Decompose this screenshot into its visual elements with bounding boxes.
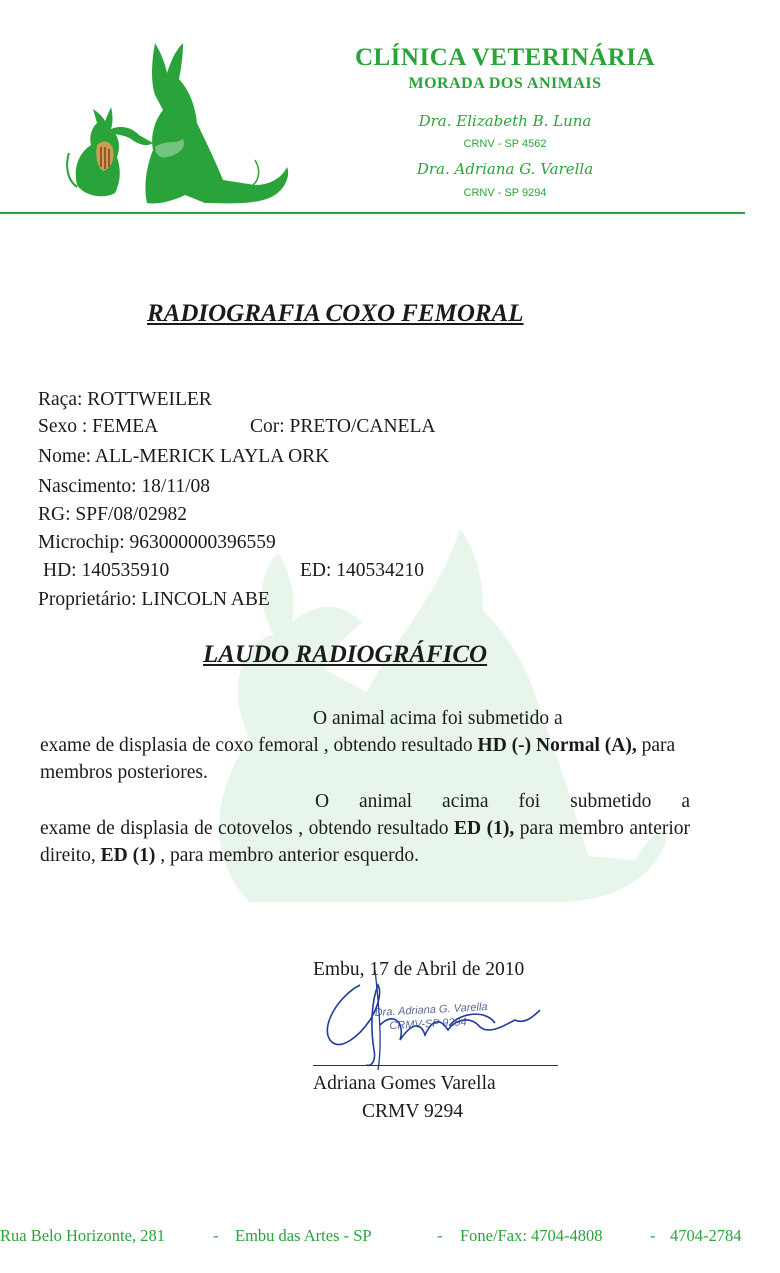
ed-result-right: ED (1), <box>454 818 515 839</box>
field-cor: Cor: PRETO/CANELA <box>250 416 436 437</box>
footer-separator-3: - <box>650 1226 656 1245</box>
field-raca: Raça: ROTTWEILER <box>38 389 212 410</box>
clinic-logo <box>55 35 295 210</box>
signer-name: Adriana Gomes Varella <box>313 1073 496 1094</box>
signer-registration: CRMV 9294 <box>362 1101 463 1122</box>
paragraph-elbow-tail: , para membro anterior esquerdo. <box>155 845 420 866</box>
field-hd: HD: 140535910 <box>43 560 170 581</box>
stamp-line-1: Dra. Adriana G. Varella <box>374 1001 488 1019</box>
doctor-name-1: Dra. Elizabeth B. Luna <box>418 112 592 130</box>
clinic-subtitle: MORADA DOS ANIMAIS <box>408 75 602 92</box>
doctor-crnv-2: CRNV - SP 9294 <box>463 187 547 199</box>
ed-result-left: ED (1) <box>100 845 156 866</box>
paragraph-hip-text: exame de displasia de coxo femoral , obtendo resultado <box>40 735 478 756</box>
paragraph-elbow-mid: para membro anterior direito, <box>40 818 691 866</box>
field-ed: ED: 140534210 <box>300 560 425 581</box>
paragraph-hip <box>40 705 690 786</box>
paragraph-hip-tail: para membros posteriores. <box>40 735 676 783</box>
signature-line <box>313 1065 558 1066</box>
paragraph-elbow-body <box>40 815 690 869</box>
stamp-line-2: CRMV-SP 9294 <box>389 1016 468 1033</box>
field-nascimento: Nascimento: 18/11/08 <box>38 476 211 497</box>
paragraph-hip-indent: O animal acima foi submetido a <box>313 708 563 729</box>
field-sexo: Sexo : FEMEA <box>38 416 159 437</box>
place-date: Embu, 17 de Abril de 2010 <box>313 959 525 980</box>
report-title: LAUDO RADIOGRÁFICO <box>203 641 488 668</box>
handwritten-signature <box>300 965 560 1075</box>
field-rg: RG: SPF/08/02982 <box>38 504 188 525</box>
footer-separator-1: - <box>213 1226 219 1245</box>
paragraph-elbow-text: exame de displasia de cotovelos , obtendo resultado <box>40 818 455 839</box>
field-proprietario: Proprietário: LINCOLN ABE <box>38 589 270 610</box>
footer-city: Embu das Artes - SP <box>235 1226 372 1245</box>
clinic-name: CLÍNICA VETERINÁRIA <box>354 44 656 71</box>
footer-address: Rua Belo Horizonte, 281 <box>0 1226 165 1245</box>
doctor-name-2: Dra. Adriana G. Varella <box>416 160 594 178</box>
footer-phone: Fone/Fax: 4704-4808 <box>460 1226 603 1245</box>
paragraph-elbow-indent: O animal acima foi submetido a <box>315 791 690 812</box>
footer-separator-2: - <box>437 1226 443 1245</box>
paragraph-elbow <box>40 788 690 869</box>
field-nome: Nome: ALL-MERICK LAYLA ORK <box>38 446 330 467</box>
field-microchip: Microchip: 963000000396559 <box>38 532 276 553</box>
footer-phone-2: 4704-2784 <box>670 1226 742 1245</box>
doctor-crnv-1: CRNV - SP 4562 <box>463 138 547 150</box>
document-title: RADIOGRAFIA COXO FEMORAL <box>147 300 524 327</box>
hd-result: HD (-) Normal (A), <box>477 735 637 756</box>
paragraph-hip-body <box>40 732 690 786</box>
header-divider <box>0 212 745 214</box>
